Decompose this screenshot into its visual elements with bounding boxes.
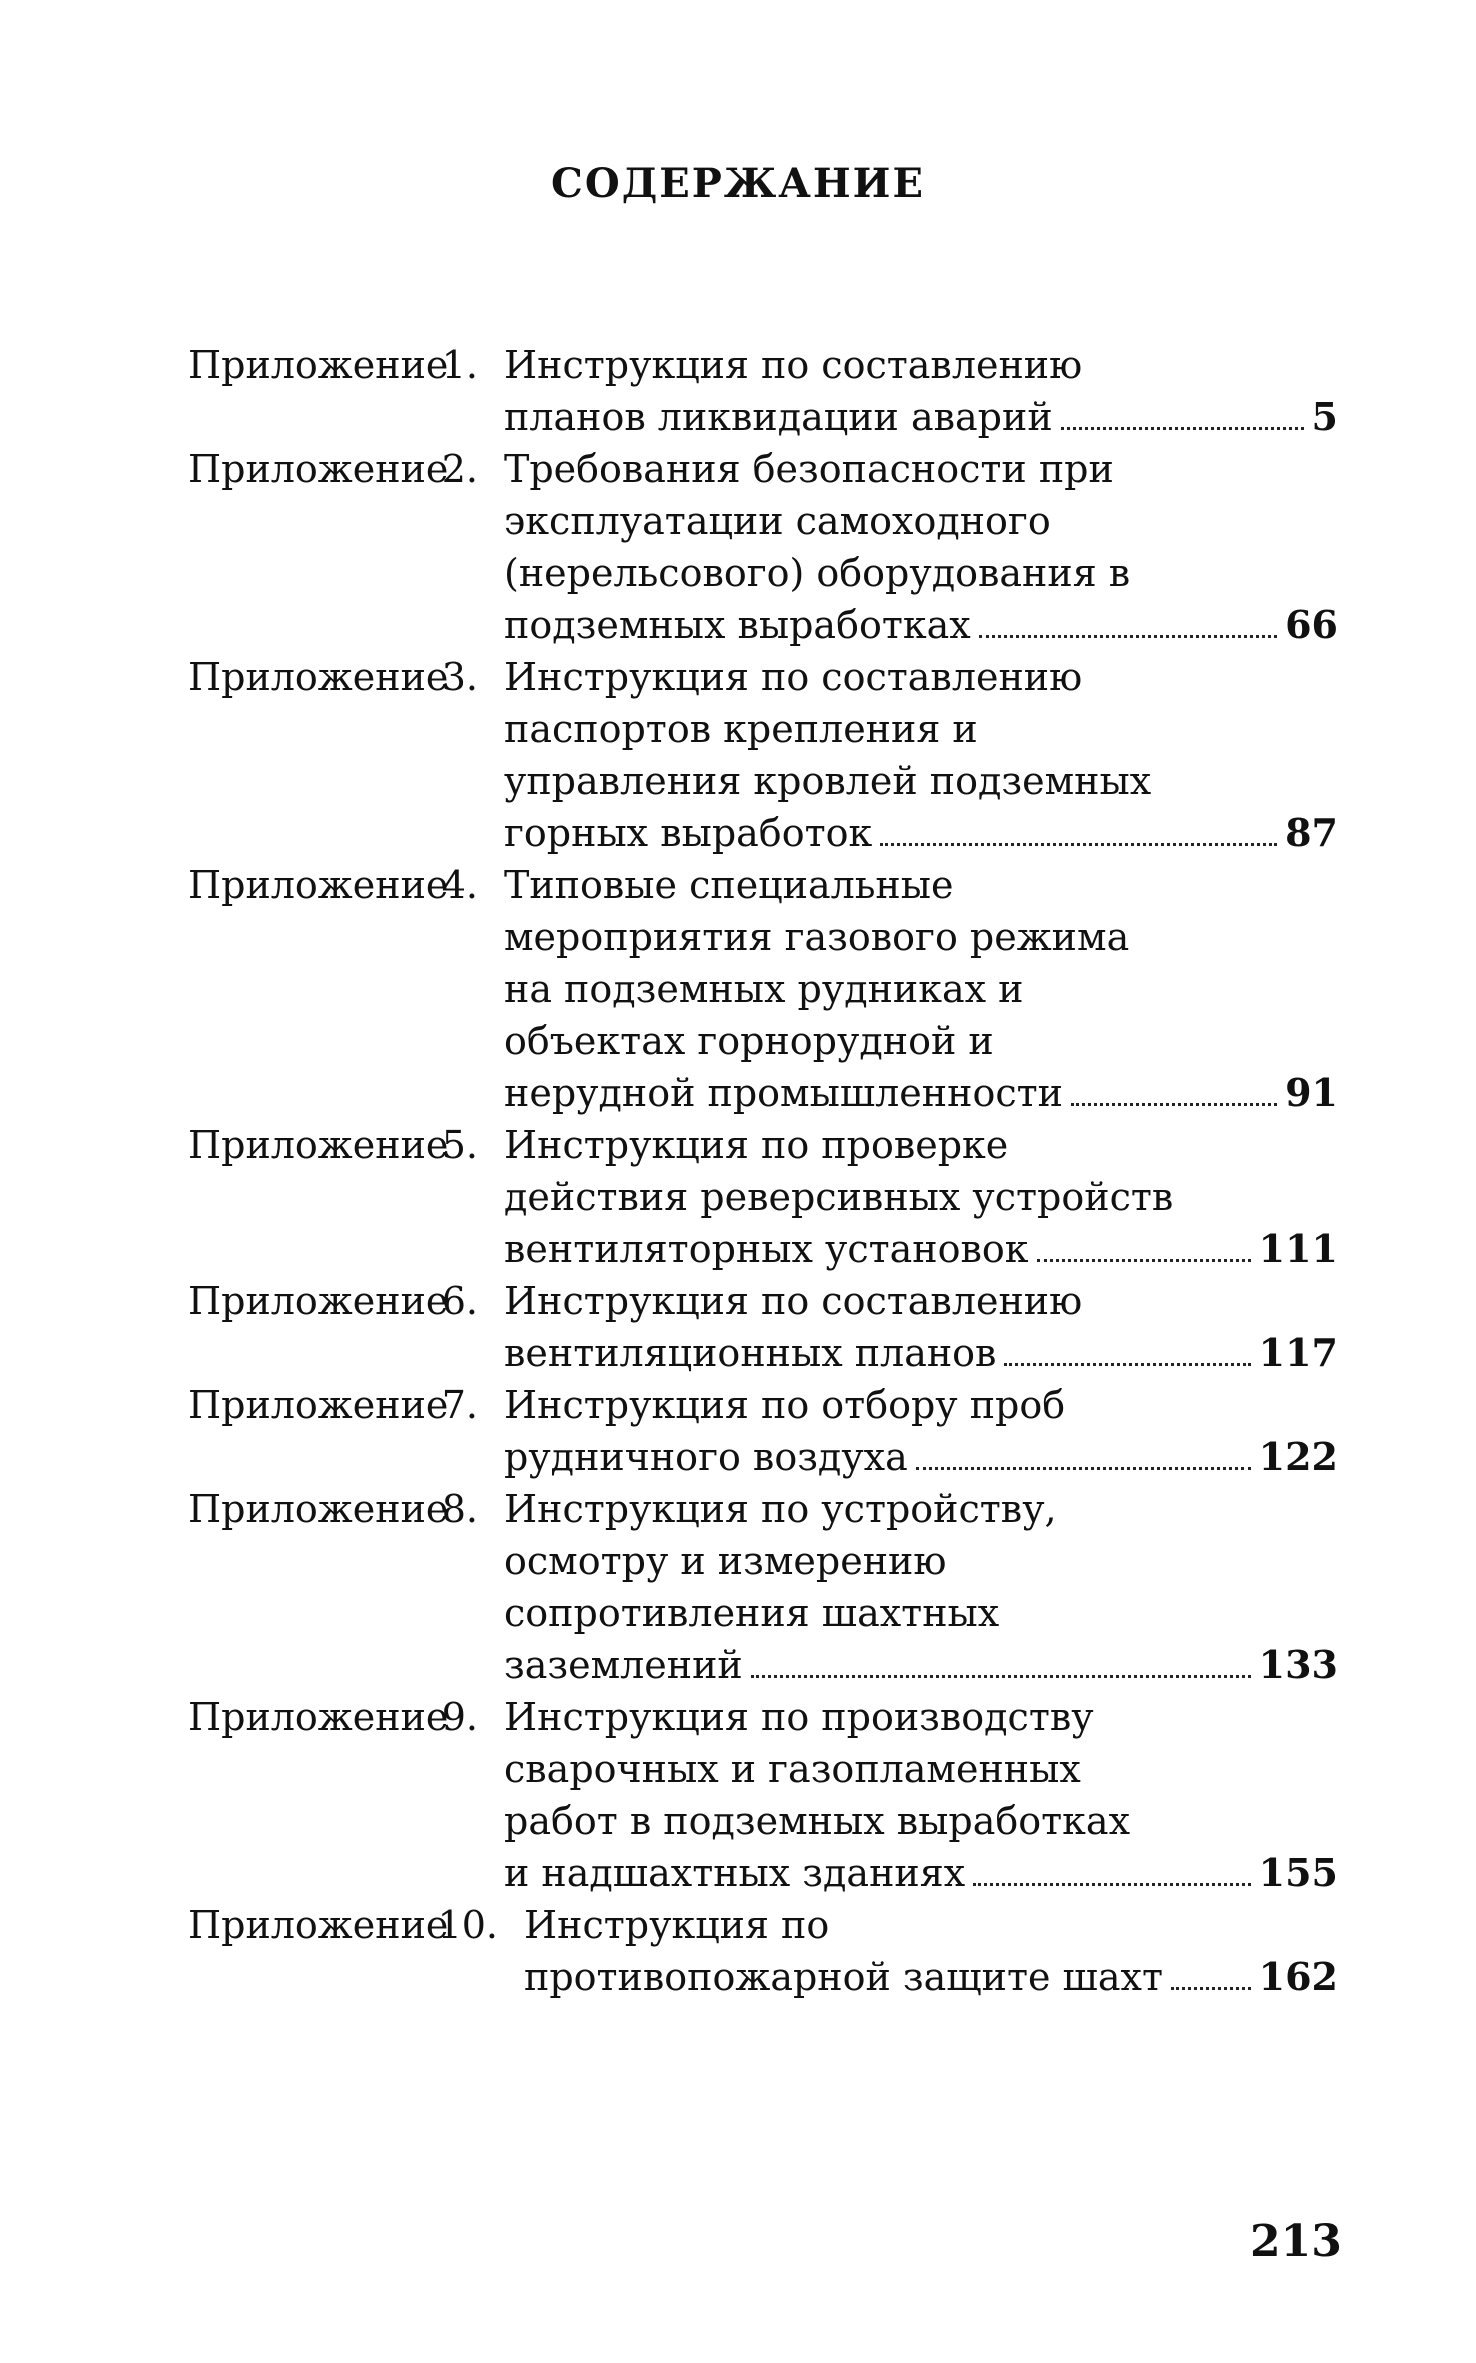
entry-line: горных выработок — [504, 811, 873, 855]
entry-line: планов ликвидации аварий — [504, 395, 1053, 439]
entry-label: Приложение — [188, 447, 449, 491]
entry-line: Инструкция по составлению — [504, 1279, 1083, 1323]
entry-line: Инструкция по составлению — [504, 655, 1083, 699]
entry-page: 122 — [1258, 1434, 1338, 1479]
entry-page: 91 — [1285, 1070, 1338, 1115]
entry-label: Приложение — [188, 1695, 449, 1739]
toc-entry — [188, 651, 1338, 859]
dot-leader — [751, 1675, 1251, 1678]
entry-label: Приложение — [188, 1903, 449, 1947]
entry-line: вентиляционных планов — [504, 1331, 997, 1375]
toc-entry — [188, 1483, 1338, 1691]
entry-line: Инструкция по — [524, 1903, 830, 1947]
entry-page: 87 — [1285, 810, 1338, 855]
toc-entry — [188, 1691, 1338, 1899]
entry-page: 5 — [1311, 394, 1338, 439]
toc-entry — [188, 1899, 1338, 2003]
entry-line: Инструкция по проверке — [504, 1123, 1009, 1167]
entry-line: вентиляторных установок — [504, 1227, 1029, 1271]
entry-text — [498, 1899, 1338, 2003]
entry-last-line — [504, 1847, 1338, 1899]
entry-line: противопожарной защите шахт — [524, 1955, 1163, 1999]
dot-leader — [916, 1467, 1251, 1470]
entry-label: Приложение — [188, 1487, 449, 1531]
entry-label: Приложение — [188, 1383, 449, 1427]
entry-text — [478, 1691, 1338, 1899]
entry-line: на подземных рудниках и — [504, 967, 1024, 1011]
dot-leader — [973, 1883, 1251, 1886]
entry-text — [478, 1119, 1338, 1275]
entry-line: сопротивления шахтных — [504, 1591, 1000, 1635]
entry-label: Приложение — [188, 343, 449, 387]
toc-entry — [188, 1275, 1338, 1379]
entry-number: 3. — [441, 655, 478, 699]
toc-entry — [188, 1119, 1338, 1275]
entry-line: нерудной промышленности — [504, 1071, 1063, 1115]
entry-line: рудничного воздуха — [504, 1435, 908, 1479]
entry-line: мероприятия газового режима — [504, 915, 1130, 959]
entry-number: 7. — [441, 1383, 478, 1427]
entry-page: 133 — [1258, 1642, 1338, 1687]
entry-line: сварочных и газопламенных — [504, 1747, 1081, 1791]
dot-leader — [1061, 427, 1304, 430]
dot-leader — [979, 635, 1277, 638]
entry-line: Инструкция по производству — [504, 1695, 1094, 1739]
table-of-contents — [188, 339, 1338, 2003]
entry-text — [478, 1379, 1338, 1483]
entry-last-line — [524, 1951, 1338, 2003]
dot-leader — [880, 843, 1277, 846]
entry-last-line — [504, 1067, 1338, 1119]
dot-leader — [1171, 1987, 1251, 1990]
entry-line: и надшахтных зданиях — [504, 1851, 966, 1895]
entry-number: 8. — [441, 1487, 478, 1531]
entry-number: 2. — [441, 447, 478, 491]
entry-text — [478, 339, 1338, 443]
entry-text — [478, 859, 1338, 1119]
entry-line: действия реверсивных устройств — [504, 1175, 1174, 1219]
toc-entry — [188, 339, 1338, 443]
entry-text — [478, 651, 1338, 859]
entry-number: 9. — [441, 1695, 478, 1739]
entry-line: (нерельсового) оборудования в — [504, 551, 1131, 595]
entry-line: Инструкция по отбору проб — [504, 1383, 1066, 1427]
entry-label: Приложение — [188, 1279, 449, 1323]
entry-text — [478, 1275, 1338, 1379]
entry-last-line — [504, 807, 1338, 859]
entry-text — [478, 443, 1338, 651]
entry-line: паспортов крепления и — [504, 707, 978, 751]
entry-label: Приложение — [188, 1123, 449, 1167]
entry-label: Приложение — [188, 863, 449, 907]
entry-last-line — [504, 391, 1338, 443]
entry-page: 162 — [1258, 1954, 1338, 1999]
toc-entry — [188, 443, 1338, 651]
entry-number: 6. — [441, 1279, 478, 1323]
entry-number: 4. — [441, 863, 478, 907]
dot-leader — [1037, 1259, 1251, 1262]
contents-heading: СОДЕРЖАНИЕ — [551, 160, 925, 207]
entry-last-line — [504, 599, 1338, 651]
entry-number: 10. — [437, 1903, 498, 1947]
entry-line: подземных выработках — [504, 603, 971, 647]
entry-page: 117 — [1258, 1330, 1338, 1375]
entry-last-line — [504, 1431, 1338, 1483]
entry-number: 1. — [441, 343, 478, 387]
page-number: 213 — [1250, 2216, 1342, 2267]
entry-line: Требования безопасности при — [504, 447, 1114, 491]
entry-line: Инструкция по составлению — [504, 343, 1083, 387]
entry-line: работ в подземных выработках — [504, 1799, 1130, 1843]
entry-line: Инструкция по устройству, — [504, 1487, 1057, 1531]
entry-line: заземлений — [504, 1643, 743, 1687]
entry-label: Приложение — [188, 655, 449, 699]
entry-text — [478, 1483, 1338, 1691]
toc-entry — [188, 859, 1338, 1119]
entry-line: эксплуатации самоходного — [504, 499, 1051, 543]
entry-last-line — [504, 1639, 1338, 1691]
dot-leader — [1071, 1103, 1277, 1106]
entry-page: 66 — [1285, 602, 1338, 647]
entry-number: 5. — [441, 1123, 478, 1167]
toc-entry — [188, 1379, 1338, 1483]
entry-line: Типовые специальные — [504, 863, 954, 907]
entry-line: объектах горнорудной и — [504, 1019, 994, 1063]
entry-line: осмотру и измерению — [504, 1539, 947, 1583]
entry-page: 111 — [1258, 1226, 1338, 1271]
entry-last-line — [504, 1223, 1338, 1275]
dot-leader — [1004, 1363, 1250, 1366]
entry-line: управления кровлей подземных — [504, 759, 1152, 803]
entry-last-line — [504, 1327, 1338, 1379]
entry-page: 155 — [1258, 1850, 1338, 1895]
